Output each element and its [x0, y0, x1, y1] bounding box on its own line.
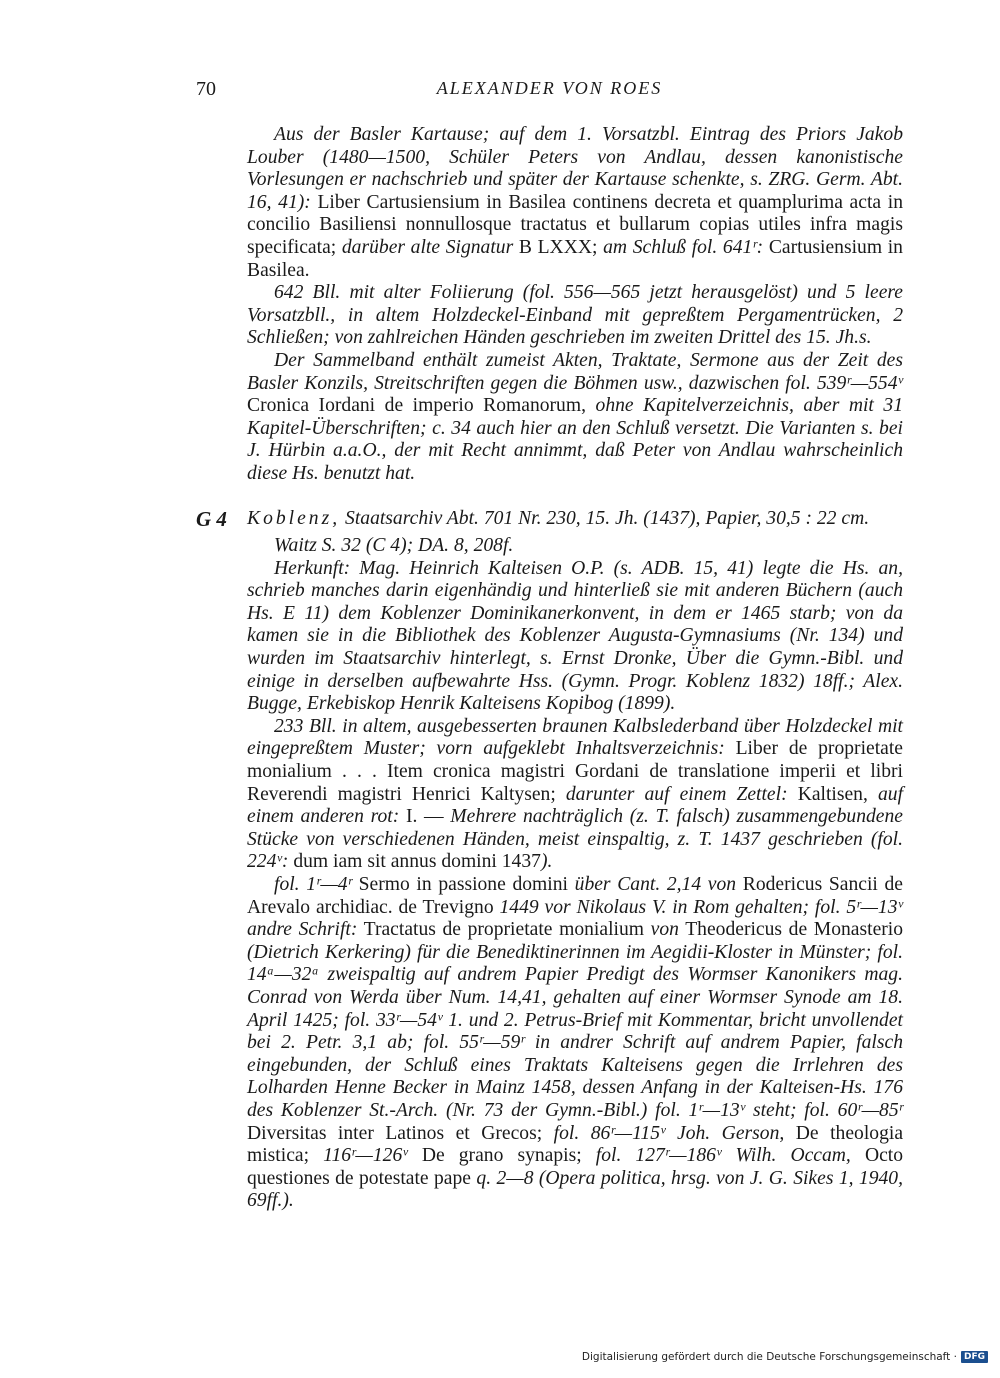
- para8-roman-n: De grano synapis;: [421, 1145, 582, 1167]
- para1-italic-a: Aus der Basler Kartause; auf dem 1. Vorsatzbl. Eintrag des Priors Jakob Louber (1480—1500, Schüler Peters von Andlau, dessen kanonistische Vorlesungen er nachschrieb und später der Kartause schenkte, s. ZRG. Germ. Abt. 16, 41):: [247, 124, 903, 213]
- paragraph-provenance-basel: [247, 124, 903, 282]
- para3-roman-b: Cronica Iordani de imperio Romanorum,: [247, 395, 586, 417]
- para3-italic-a: Der Sammelband enthält zumeist Akten, Traktate, Sermone aus der Zeit des Basler Konzils, Streitschriften gegen die Böhmen usw., dazwischen fol. 539ʳ—554ᵛ: [247, 349, 903, 394]
- manuscript-city: Koblenz,: [247, 507, 341, 529]
- manuscript-siglum: G 4: [196, 506, 227, 531]
- footer-credit: [582, 1351, 988, 1363]
- paragraph-description: 642 Bll. mit alter Foliierung (fol. 556—565 jetzt herausgelöst) und 5 leere Vorsatzbll., in altem Holzdeckel-Einband mit gepreßtem Pergamentrücken, 2 Schließen; von zahlreichen Händen geschrieben im zweiten Drittel des 15. Jh.s.: [247, 282, 903, 349]
- para1-italic-e: am Schluß fol. 641ʳ:: [603, 236, 764, 258]
- para8-italic-k: fol. 86ʳ—115ᵛ Joh. Gerson,: [553, 1122, 785, 1144]
- manuscript-entry-heading: [196, 506, 903, 531]
- para7-roman-b: Liber de proprietate monialium . . . Item cronica magistri Gordani de translatione imperii et libri Reverendi magistri Henrici Kaltysen;: [247, 738, 903, 805]
- para1-roman-f: Cartusiensium in Basilea.: [247, 236, 903, 281]
- paragraph-binding: [247, 716, 903, 874]
- para1-italic-c: darüber alte Signatur: [341, 236, 514, 258]
- para8-roman-p: Octo questiones de potestate pape: [247, 1145, 904, 1189]
- para8-roman-d: Rodericus Sancii de Arevalo archidiac. de Trevigno: [247, 874, 903, 918]
- page-header: [196, 78, 903, 104]
- para8-italic-g: von: [650, 919, 679, 941]
- para7-italic-a: 233 Bll. in altem, ausgebesserten braunen Kalbslederband über Holzdeckel mit eingepreßtem Muster; vorn aufgeklebt Inhaltsverzeichnis:: [247, 715, 903, 760]
- para8-roman-f: Tractatus de proprietate monialium: [363, 919, 644, 941]
- para7-italic-g: Mehrere nachträglich (z. T. falsch) zusammengebundene Stücke von verschiedenen Händen, meist einspaltig, z. T. 1437 geschrieben (fol. 224ᵛ:: [247, 806, 903, 873]
- para3-italic-c: ohne Kapitelverzeichnis, aber mit 31 Kapitel-Überschriften; c. 34 auch hier an den Schluß versetzt. Die Varianten s. bei J. Hürbin a.a.O., der mit Recht annimmt, daß Peter von Andlau wahrscheinlich diese Hs. benutzt hat.: [247, 395, 903, 484]
- para8-italic-c: über Cant. 2,14 von: [574, 874, 737, 895]
- para8-italic-q: q. 2—8 (Opera politica, hrsg. von J. G. Sikes 1, 1940, 69ff.).: [247, 1167, 903, 1212]
- para8-italic-i: (Dietrich Kerkering) für die Benediktinerinnen im Aegidii-Kloster in Münster; fol. 14ᵃ—32ᵃ zweispaltig auf andrem Papier Predigt des Wormser Kanonikers mag. Conrad von Werda über Num. 14,41, gehalten auf einer Wormser Synode am 18. April 1425; fol. 33ʳ—54ᵛ 1. und 2. Petrus-Brief mit Kommentar, bricht unvollendet bei 2. Petr. 3,1 ab; fol. 55ʳ—59ʳ in andrer Schrift auf andrem Papier, falsch eingebunden, der Schluß eines Traktats Kalteisens gegen die Irrlehren des Lolharden Henne Becker in Mainz 1458, dessen Anfang in der Kalteisen-Hs. 176 des Koblenzer St.-Arch. (Nr. 73 der Gymn.-Bibl.) fol. 1ʳ—13ᵛ steht; fol. 60ʳ—85ʳ: [247, 941, 903, 1121]
- paragraph-contents: [247, 350, 903, 486]
- para7-roman-h: dum iam sit annus domini 1437: [293, 851, 541, 873]
- para7-italic-e: auf einem anderen rot:: [247, 783, 904, 828]
- paragraph-folio-contents: [247, 874, 903, 1213]
- para8-italic-e: 1449 vor Nikolaus V. in Rom gehalten; fol. 5ʳ—13ᵛ andre Schrift:: [247, 896, 903, 941]
- para7-roman-f: I. —: [405, 806, 444, 828]
- para8-roman-j: Diversitas inter Latinos et Grecos;: [247, 1122, 543, 1144]
- running-title: ALEXANDER VON ROES: [436, 78, 663, 98]
- para1-roman-d: B LXXX;: [518, 236, 598, 258]
- page-body: [196, 124, 904, 1213]
- paragraph-references: Waitz S. 32 (C 4); DA. 8, 208f.: [274, 535, 514, 557]
- para7-roman-d: Kaltisen,: [797, 783, 868, 805]
- para8-roman-h: Theodericus de Monasterio: [685, 919, 904, 941]
- dfg-logo: DFG: [961, 1351, 988, 1363]
- para8-roman-l: De theologia mistica;: [247, 1122, 904, 1167]
- paragraph-herkunft: Herkunft: Mag. Heinrich Kalteisen O.P. (s. ADB. 15, 41) legte die Hs. an, schrieb manches darin eigenhändig und hinterließ sie mit anderen Büchern (auch Hs. E 11) dem Koblenzer Dominikanerkonvent, in dem er 1465 starb; von da kamen sie in die Bibliothek des Koblenzer Augusta-Gymnasiums (Nr. 134) und wurden im Staatsarchiv hinterlegt, s. Ernst Dronke, Über die Gymn.-Bibl. und einige in derselben aufbewahrte Hss. (Gymn. Progr. Koblenz 1832) 18ff.; Alex. Bugge, Erkebiskop Henrik Kalteisens Kopibog (1899).: [247, 557, 903, 715]
- para8-italic-a: fol. 1ʳ—4ʳ: [274, 874, 352, 895]
- page-number: 70: [196, 78, 216, 100]
- manuscript-location: Staatsarchiv Abt. 701 Nr. 230, 15. Jh. (1437), Papier, 30,5 : 22 cm.: [345, 507, 870, 529]
- para8-italic-m: 116ʳ—126ᵛ: [323, 1145, 408, 1167]
- para1-roman-b: Liber Cartusiensium in Basilea continens decreta et quamplurima acta in concilio Basiliensi nonnullosque tractatus et bullarum copias utiles infra magis specificata;: [247, 191, 903, 258]
- footer-text: Digitalisierung gefördert durch die Deutsche Forschungsgemeinschaft ·: [581, 1351, 957, 1363]
- para8-roman-b: Sermo in passione domini: [358, 874, 568, 895]
- para7-italic-c: darunter auf einem Zettel:: [565, 783, 788, 805]
- para7-italic-i: ).: [540, 851, 553, 873]
- para8-italic-o: fol. 127ʳ—186ᵛ Wilh. Occam,: [595, 1145, 851, 1167]
